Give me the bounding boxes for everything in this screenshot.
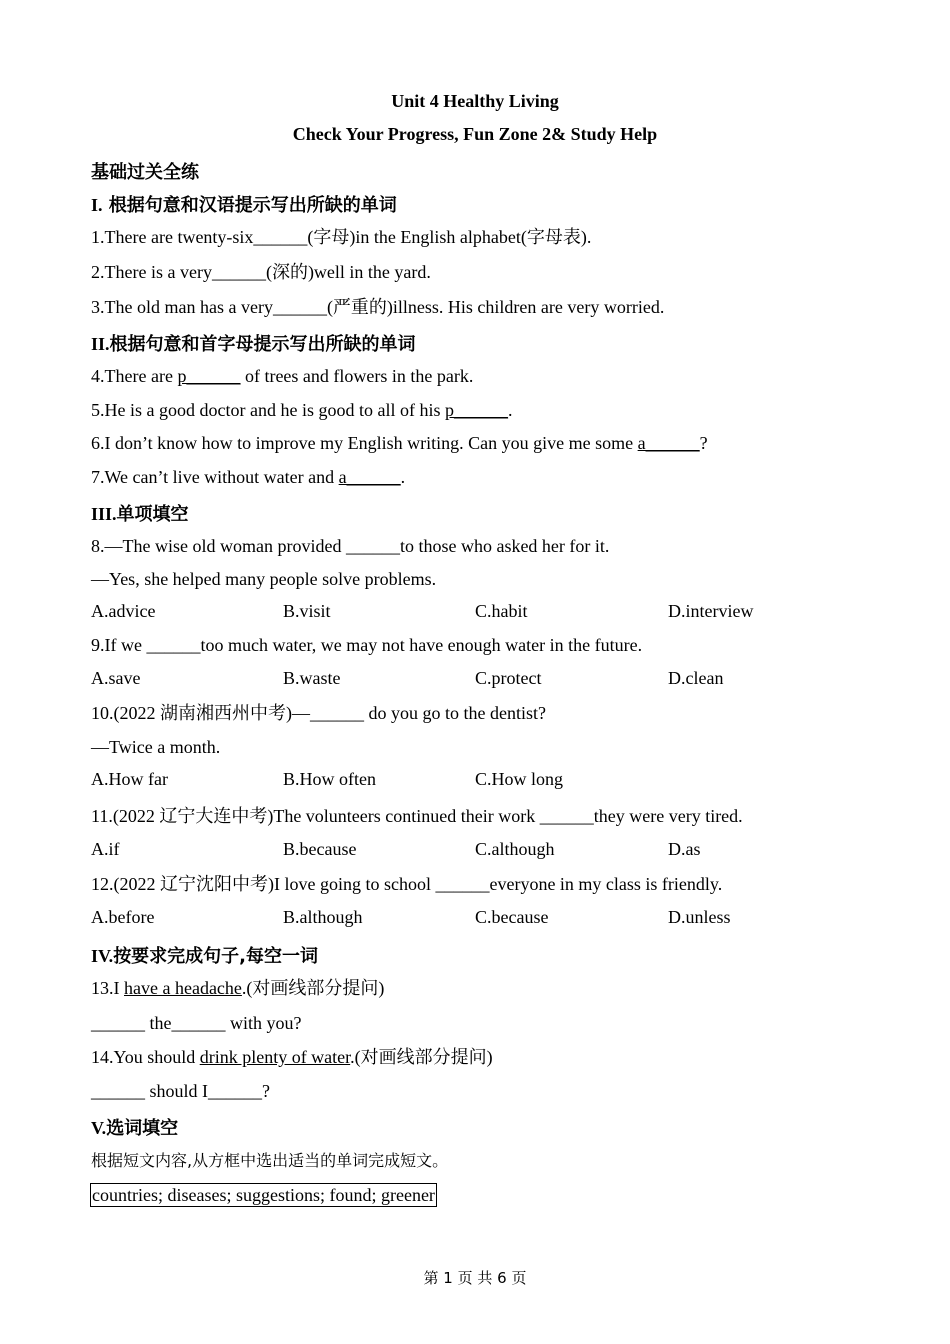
q7-post: .	[400, 467, 406, 487]
q14-pre: 14.You should	[91, 1047, 200, 1067]
question-1: 1.There are twenty-six______(字母)in the English alphabet(字母表).	[91, 227, 592, 247]
q8-option-b: B.visit	[283, 601, 331, 621]
question-14-answer: ______ should I______?	[91, 1081, 270, 1101]
q5-pre: 5.He is a good doctor and he is good to all of his	[91, 400, 445, 420]
q10-option-c: C.How long	[475, 769, 564, 789]
q13-pre: 13.I	[91, 978, 124, 998]
section-3-number: III.	[91, 504, 117, 524]
q13-underlined: have a headache	[124, 978, 242, 998]
section-4-text: 按要求完成句子,每空一词	[113, 946, 319, 967]
q13-post: .(对画线部分提问)	[241, 978, 385, 998]
page-title: Unit 4 Healthy Living	[391, 91, 559, 111]
page-subtitle: Check Your Progress, Fun Zone 2& Study Help	[292, 124, 658, 144]
q6-blank: a______	[637, 433, 700, 453]
q8-option-d: D.interview	[668, 601, 754, 621]
section-1-number: I.	[91, 195, 103, 215]
q11-option-c: C.although	[475, 839, 555, 859]
q14-post: .(对画线部分提问)	[350, 1047, 493, 1067]
question-8: 8.—The wise old woman provided ______to those who asked her for it.	[91, 536, 610, 556]
q10-option-b: B.How often	[283, 769, 376, 789]
q9-option-d: D.clean	[668, 668, 724, 688]
q12-option-a: A.before	[91, 907, 155, 927]
question-13-answer: ______ the______ with you?	[91, 1013, 302, 1033]
q14-underlined: drink plenty of water	[199, 1047, 351, 1067]
q12-option-b: B.although	[283, 907, 363, 927]
section-4-heading	[91, 942, 318, 968]
question-9: 9.If we ______too much water, we may not have enough water in the future.	[91, 635, 643, 655]
q7-blank: a______	[338, 467, 401, 487]
section-5-heading	[91, 1114, 178, 1140]
q8-option-c: C.habit	[475, 601, 528, 621]
q9-option-b: B.waste	[283, 668, 341, 688]
q9-option-c: C.protect	[475, 668, 542, 688]
section-2-number: II.	[91, 334, 110, 354]
section-1-heading	[91, 191, 397, 217]
question-5	[91, 399, 512, 421]
q12-option-c: C.because	[475, 907, 549, 927]
question-12: 12.(2022 辽宁沈阳中考)I love going to school ______everyone in my class is friendly.	[91, 874, 723, 894]
question-10: 10.(2022 湖南湘西州中考)—______ do you go to the dentist?	[91, 703, 546, 723]
q6-pre: 6.I don’t know how to improve my English writing. Can you give me some	[91, 433, 638, 453]
section-5-text: 选词填空	[106, 1118, 179, 1139]
q11-option-d: D.as	[668, 839, 701, 859]
section-2-heading	[91, 330, 416, 356]
q10-option-a: A.How far	[91, 769, 168, 789]
question-4	[91, 365, 473, 387]
page-footer: 第 1 页 共 6 页	[423, 1269, 527, 1287]
q7-pre: 7.We can’t live without water and	[91, 467, 339, 487]
section-3-heading	[91, 500, 189, 526]
section-3-text: 单项填空	[116, 504, 189, 525]
question-8-reply: —Yes, she helped many people solve problems.	[91, 569, 437, 589]
question-7	[91, 466, 405, 488]
question-3: 3.The old man has a very______(严重的)illness. His children are very worried.	[91, 297, 665, 317]
q5-post: .	[507, 400, 513, 420]
question-10-reply: —Twice a month.	[91, 737, 221, 757]
word-box: countries; diseases; suggestions; found; greener	[92, 1185, 435, 1205]
section-2-text: 根据句意和首字母提示写出所缺的单词	[109, 334, 416, 355]
q6-post: ?	[699, 433, 708, 453]
section-4-number: IV.	[91, 946, 114, 966]
section-5-number: V.	[91, 1118, 107, 1138]
instruction-text: 根据短文内容,从方框中选出适当的单词完成短文。	[91, 1151, 449, 1170]
section-1-text: 根据句意和汉语提示写出所缺的单词	[102, 195, 397, 216]
question-13	[91, 977, 384, 999]
q5-blank: p______	[444, 400, 508, 420]
question-6	[91, 432, 708, 454]
q11-option-a: A.if	[91, 839, 120, 859]
section-main-heading: 基础过关全练	[91, 162, 199, 183]
question-11: 11.(2022 辽宁大连中考)The volunteers continued their work ______they were very tired.	[91, 806, 743, 826]
q4-pre: 4.There are	[91, 366, 178, 386]
q11-option-b: B.because	[283, 839, 357, 859]
question-14	[91, 1046, 493, 1068]
q9-option-a: A.save	[91, 668, 141, 688]
q8-option-a: A.advice	[91, 601, 156, 621]
q4-blank: p______	[177, 366, 241, 386]
q4-post: of trees and flowers in the park.	[240, 366, 474, 386]
question-2: 2.There is a very______(深的)well in the yard.	[91, 262, 431, 282]
q12-option-d: D.unless	[668, 907, 731, 927]
